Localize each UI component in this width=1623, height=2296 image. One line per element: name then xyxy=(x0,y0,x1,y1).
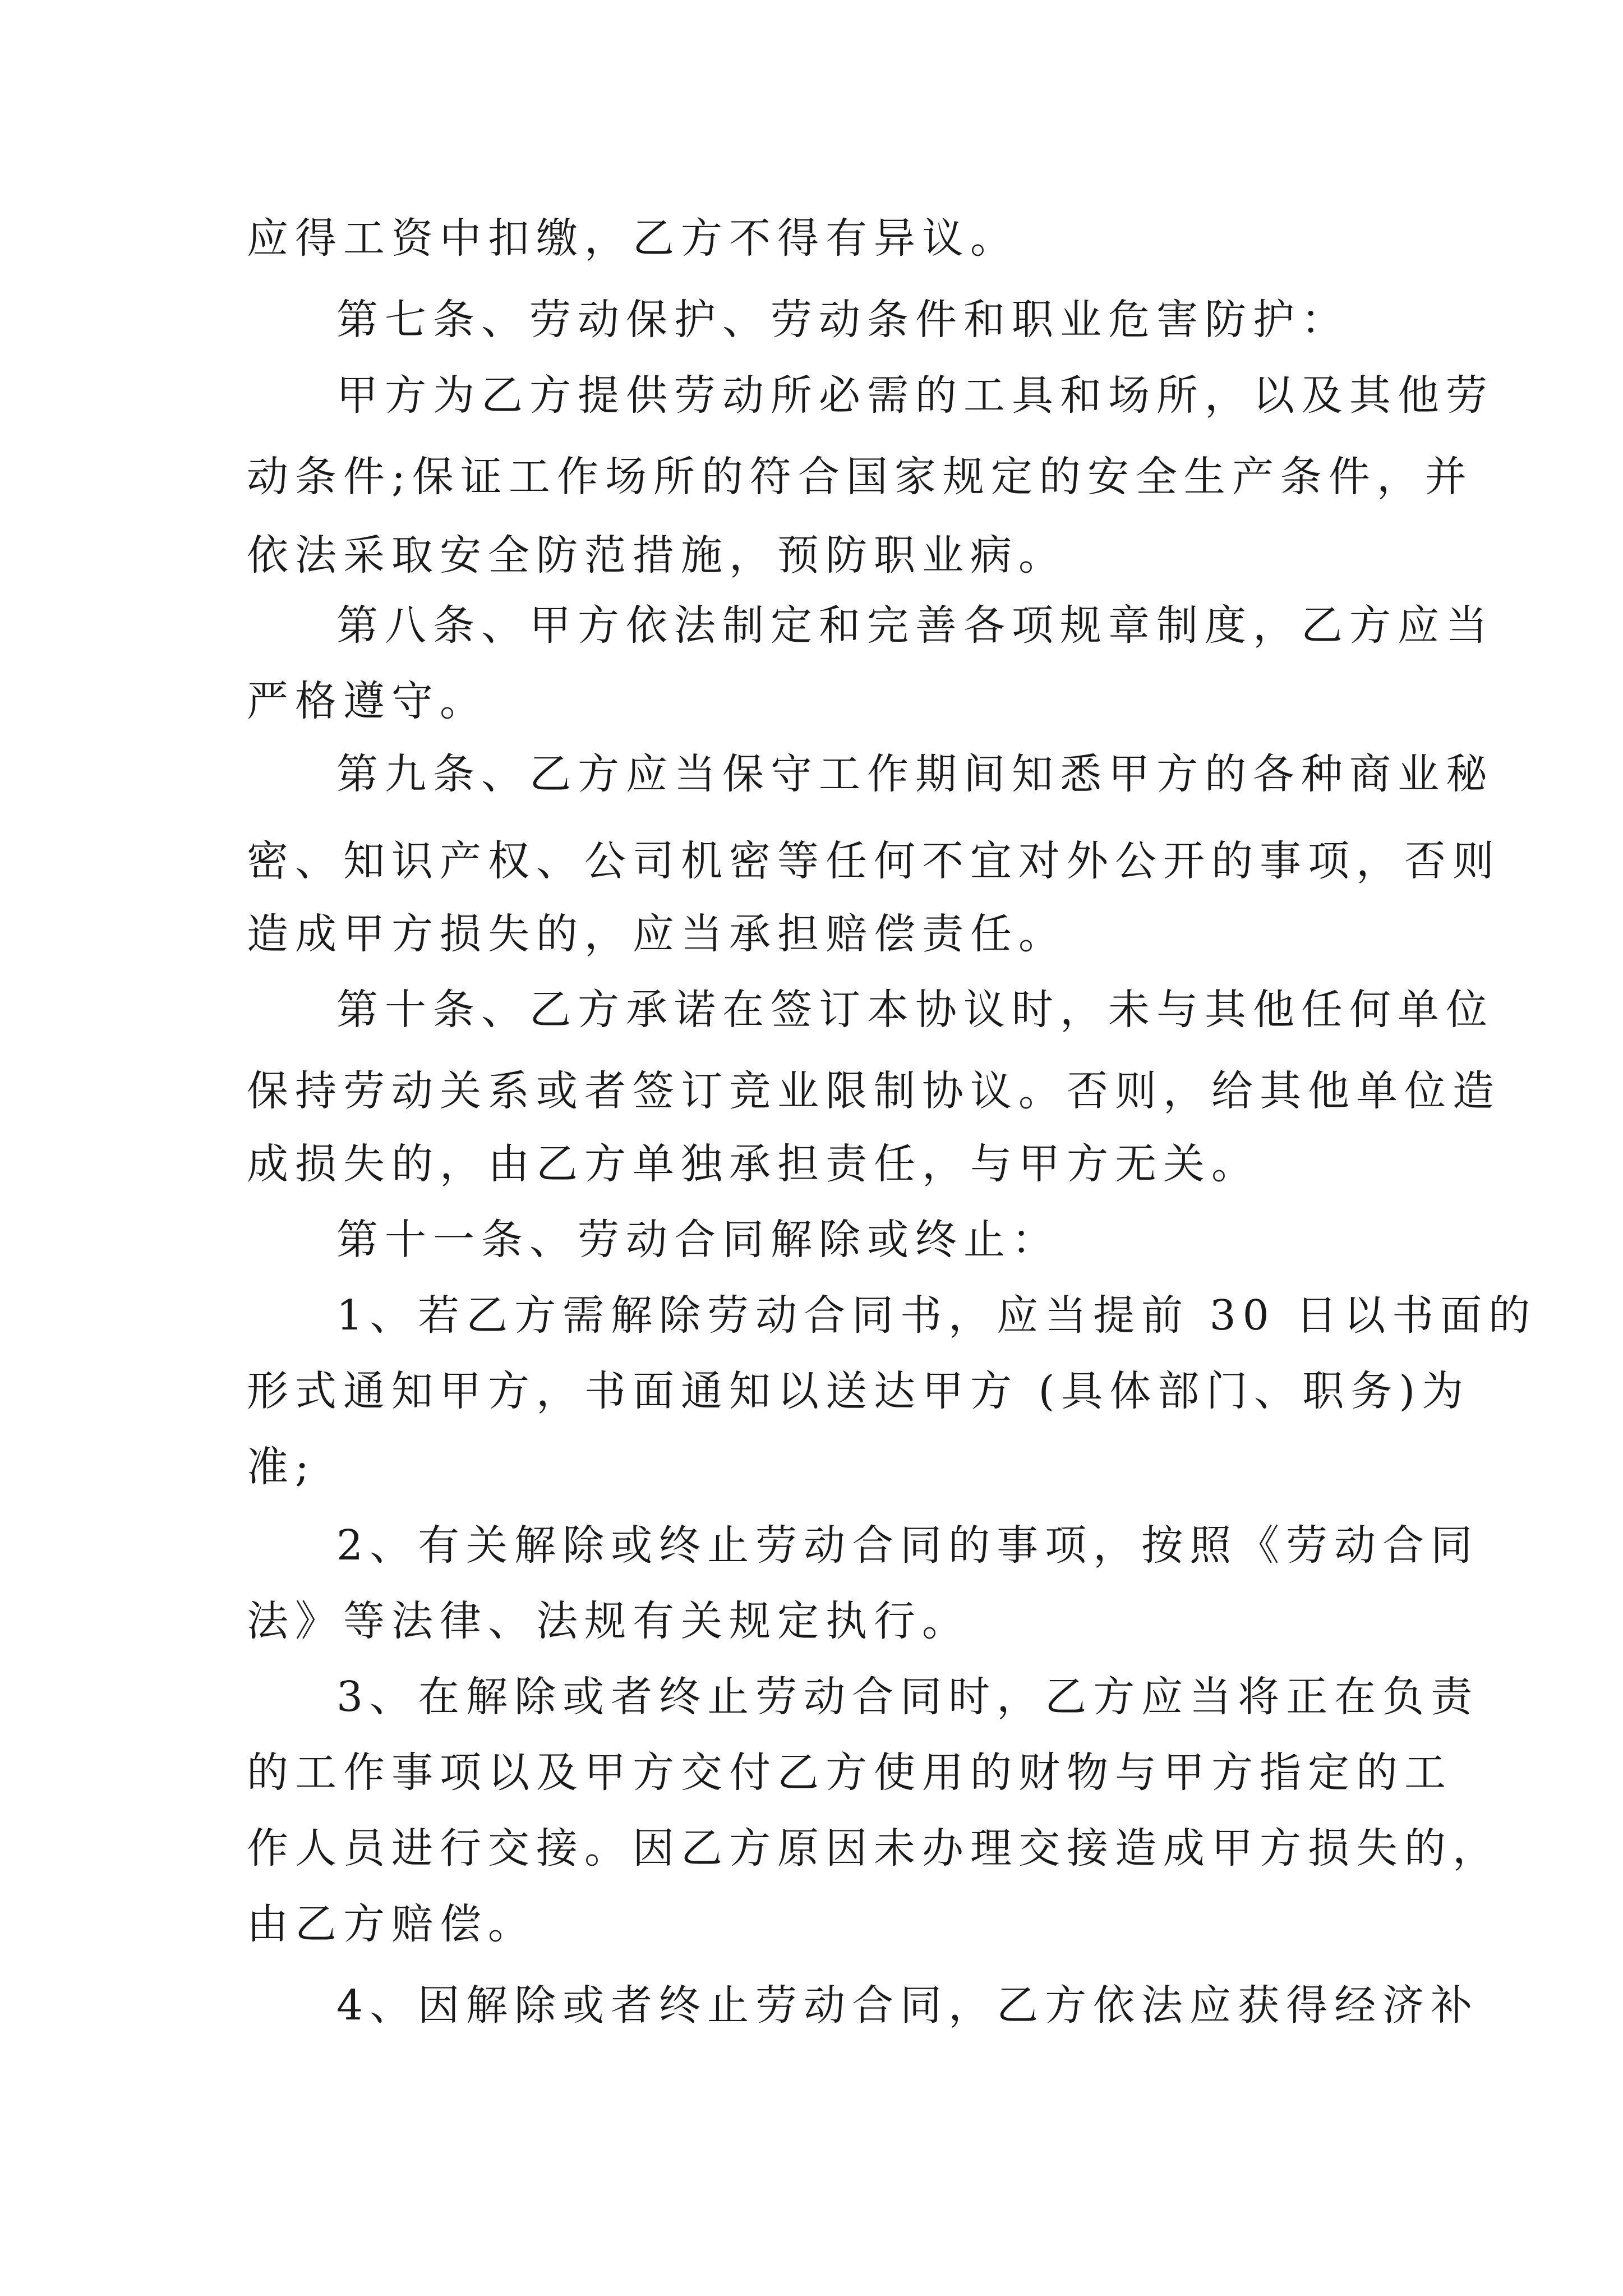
text-line: 第八条、甲方依法制定和完善各项规章制度，乙方应当 xyxy=(336,601,1494,650)
text-line: 3、在解除或者终止劳动合同时，乙方应当将正在负责 xyxy=(336,1673,1479,1721)
text-line: 由乙方赔偿。 xyxy=(247,1900,536,1948)
text-line: 4、因解除或者终止劳动合同，乙方依法应获得经济补 xyxy=(336,1981,1479,2030)
text-line: 甲方为乙方提供劳动所必需的工具和场所，以及其他劳 xyxy=(336,371,1494,420)
text-line: 动条件;保证工作场所的符合国家规定的安全生产条件，并 xyxy=(247,453,1473,501)
text-line: 保持劳动关系或者签订竞业限制协议。否则，给其他单位造 xyxy=(247,1067,1501,1115)
text-line: 1、若乙方需解除劳动合同书，应当提前 30 日以书面的 xyxy=(336,1291,1537,1340)
text-line: 2、有关解除或终止劳动合同的事项，按照《劳动合同 xyxy=(336,1521,1479,1570)
text-line: 第十一条、劳动合同解除或终止： xyxy=(336,1216,1060,1264)
text-line: 密、知识产权、公司机密等任何不宜对外公开的事项，否则 xyxy=(247,837,1501,885)
text-line: 依法采取安全防范措施，预防职业病。 xyxy=(247,531,1067,579)
text-line: 的工作事项以及甲方交付乙方使用的财物与甲方指定的工 xyxy=(247,1749,1453,1797)
text-line: 法》等法律、法规有关规定执行。 xyxy=(247,1597,970,1645)
text-line: 第九条、乙方应当保守工作期间知悉甲方的各种商业秘 xyxy=(336,750,1494,798)
text-line: 第七条、劳动保护、劳动条件和职业危害防护： xyxy=(336,296,1349,344)
text-line: 应得工资中扣缴，乙方不得有异议。 xyxy=(247,214,1018,263)
text-line: 严格遵守。 xyxy=(247,677,488,725)
text-line: 第十条、乙方承诺在签订本协议时，未与其他任何单位 xyxy=(336,986,1494,1034)
text-line: 作人员进行交接。因乙方原因未办理交接造成甲方损失的， xyxy=(247,1824,1501,1872)
text-line: 成损失的，由乙方单独承担责任，与甲方无关。 xyxy=(247,1140,1260,1188)
text-line: 准; xyxy=(247,1443,316,1491)
text-line: 形式通知甲方，书面通知以送达甲方 (具体部门、职务)为 xyxy=(247,1367,1470,1415)
text-line: 造成甲方损失的，应当承担赔偿责任。 xyxy=(247,910,1067,958)
